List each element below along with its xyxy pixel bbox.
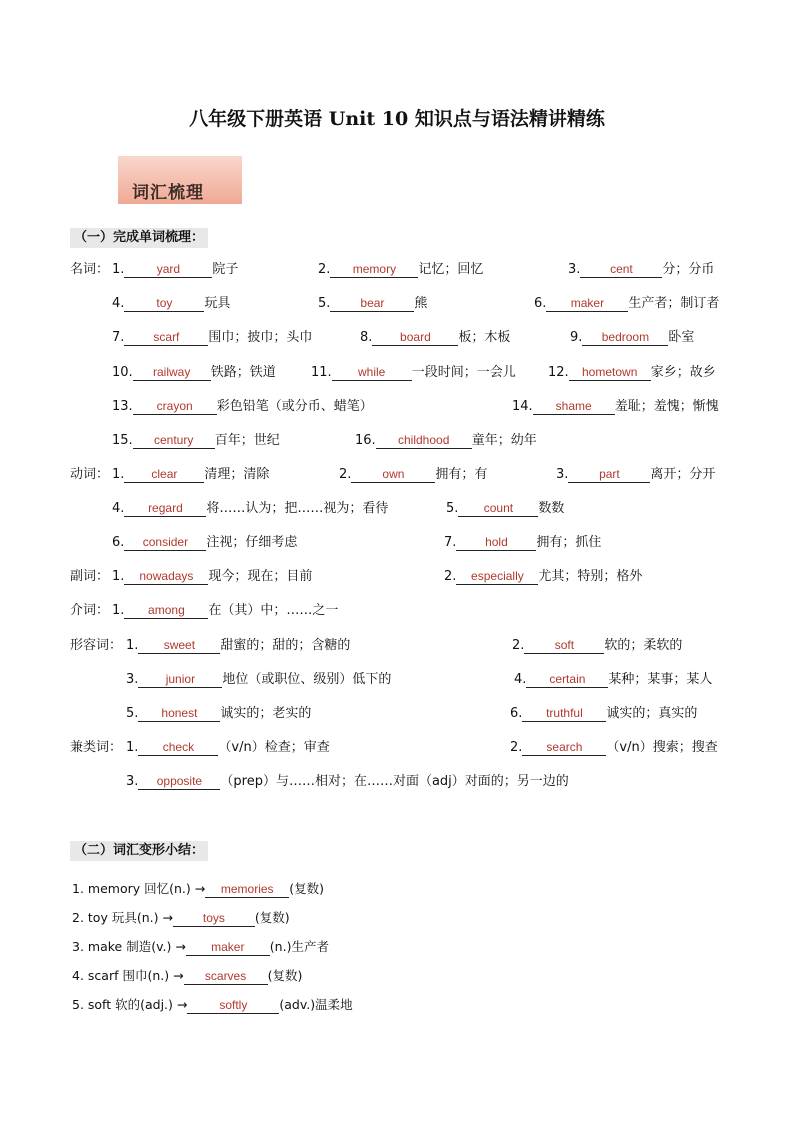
answer-blank[interactable]: truthful [522, 705, 606, 722]
noun-item: 12. hometown 家乡；故乡 [548, 365, 716, 380]
noun-item: 2. memory 记忆；回忆 [318, 262, 484, 277]
adj-item: 6. truthful 诚实的；真实的 [510, 706, 698, 721]
prep-row [0, 601, 794, 621]
answer-blank[interactable]: yard [124, 261, 212, 278]
noun-row-2 [0, 294, 794, 314]
noun-item: 15. century 百年；世纪 [112, 433, 280, 448]
noun-item: 7. scarf 围巾；披巾；头巾 [112, 330, 313, 345]
adj-item: 3. junior 地位（或职位、级别）低下的 [126, 672, 392, 687]
multi-row-2 [0, 772, 794, 792]
answer-blank[interactable]: toys [173, 910, 255, 927]
answer-blank[interactable]: while [332, 364, 412, 381]
variant-row: 1. memory 回忆(n.) → memories (复数) [72, 881, 324, 896]
verb-label: 动词： [70, 467, 110, 482]
answer-blank[interactable]: crayon [133, 398, 217, 415]
answer-blank[interactable]: certain [526, 671, 608, 688]
answer-blank[interactable]: scarf [124, 329, 208, 346]
answer-blank[interactable]: honest [138, 705, 220, 722]
noun-item: 14. shame 羞耻；羞愧；惭愧 [512, 399, 719, 414]
noun-item: 4. toy 玩具 [112, 296, 231, 311]
verb-row-1 [0, 465, 794, 485]
answer-blank[interactable]: cent [580, 261, 662, 278]
variant-row: 2. toy 玩具(n.) → toys (复数) [72, 910, 290, 925]
section-heading-words: （一）完成单词梳理： [70, 228, 208, 248]
adj-item: 1. sweet 甜蜜的；甜的；含糖的 [126, 638, 351, 653]
noun-item: 11. while 一段时间；一会儿 [311, 365, 516, 380]
multi-item: 3. opposite （prep）与……相对；在……对面（adj）对面的；另一边的 [126, 774, 569, 789]
adj-item: 2. soft 软的；柔软的 [512, 638, 683, 653]
answer-blank[interactable]: junior [138, 671, 222, 688]
answer-blank[interactable]: search [522, 739, 606, 756]
prep-label: 介词： [70, 603, 110, 618]
answer-blank[interactable]: own [351, 466, 435, 483]
noun-item: 13. crayon 彩色铅笔（或分币、蜡笔） [112, 399, 373, 414]
verb-item: 5. count 数数 [446, 501, 565, 516]
answer-blank[interactable]: memories [205, 881, 289, 898]
adverb-item: 1. nowadays 现今；现在；目前 [112, 569, 313, 584]
answer-blank[interactable]: especially [456, 568, 538, 585]
verb-item: 7. hold 拥有；抓住 [444, 535, 602, 550]
adj-item: 4. certain 某种；某事；某人 [514, 672, 713, 687]
variant-row: 4. scarf 围巾(n.) → scarves (复数) [72, 968, 303, 983]
section-heading-variants: （二）词汇变形小结： [70, 841, 208, 861]
variant-row: 3. make 制造(v.) → maker (n.)生产者 [72, 939, 329, 954]
answer-blank[interactable]: memory [330, 261, 418, 278]
noun-row-1 [0, 260, 794, 280]
noun-item: 6. maker 生产者；制订者 [534, 296, 720, 311]
verb-row-3 [0, 533, 794, 553]
noun-row-6 [0, 431, 794, 451]
prep-item: 1. among 在（其）中；……之一 [112, 603, 339, 618]
noun-row-5 [0, 397, 794, 417]
adj-label: 形容词： [70, 638, 123, 653]
adverb-item: 2. especially 尤其；特别；格外 [444, 569, 643, 584]
answer-blank[interactable]: scarves [184, 968, 268, 985]
answer-blank[interactable]: check [138, 739, 218, 756]
adverb-row [0, 567, 794, 587]
noun-item: 3. cent 分；分币 [568, 262, 715, 277]
multi-label: 兼类词： [70, 740, 123, 755]
noun-item: 10. railway 铁路；铁道 [112, 365, 276, 380]
adj-row-3 [0, 704, 794, 724]
answer-blank[interactable]: soft [524, 637, 604, 654]
noun-item: 8. board 板；木板 [360, 330, 511, 345]
answer-blank[interactable]: among [124, 602, 208, 619]
answer-blank[interactable]: board [372, 329, 458, 346]
page-title: 八年级下册英语 Unit 10 知识点与语法精讲精练 [189, 108, 605, 130]
answer-blank[interactable]: maker [186, 939, 270, 956]
noun-row-3 [0, 328, 794, 348]
answer-blank[interactable]: maker [546, 295, 628, 312]
banner-label: 词汇梳理 [132, 183, 204, 203]
noun-item: 1. yard 院子 [112, 262, 239, 277]
answer-blank[interactable]: shame [533, 398, 615, 415]
verb-item: 2. own 拥有；有 [339, 467, 488, 482]
answer-blank[interactable]: opposite [138, 773, 220, 790]
answer-blank[interactable]: childhood [376, 432, 472, 449]
answer-blank[interactable]: hold [456, 534, 536, 551]
answer-blank[interactable]: part [568, 466, 650, 483]
answer-blank[interactable]: bedroom [582, 329, 668, 346]
adverb-label: 副词： [70, 569, 110, 584]
noun-label: 名词： [70, 262, 110, 277]
adj-row-1 [0, 636, 794, 656]
variant-row: 5. soft 软的(adj.) → softly (adv.)温柔地 [72, 997, 353, 1012]
adj-row-2 [0, 670, 794, 690]
verb-item: 4. regard 将……认为；把……视为；看待 [112, 501, 389, 516]
vocab-banner [118, 156, 242, 204]
answer-blank[interactable]: clear [124, 466, 204, 483]
multi-row-1 [0, 738, 794, 758]
answer-blank[interactable]: nowadays [124, 568, 208, 585]
noun-item: 16. childhood 童年；幼年 [355, 433, 537, 448]
answer-blank[interactable]: softly [187, 997, 279, 1014]
answer-blank[interactable]: hometown [569, 364, 651, 381]
answer-blank[interactable]: count [458, 500, 538, 517]
answer-blank[interactable]: regard [124, 500, 206, 517]
verb-row-2 [0, 499, 794, 519]
adj-item: 5. honest 诚实的；老实的 [126, 706, 312, 721]
multi-item: 1. check （v/n）检查；审查 [126, 740, 330, 755]
answer-blank[interactable]: consider [124, 534, 206, 551]
answer-blank[interactable]: bear [330, 295, 414, 312]
multi-item: 2. search （v/n）搜索；搜查 [510, 740, 718, 755]
noun-row-4 [0, 363, 794, 383]
answer-blank[interactable]: railway [133, 364, 211, 381]
verb-item: 6. consider 注视；仔细考虑 [112, 535, 298, 550]
verb-item: 1. clear 清理；清除 [112, 467, 270, 482]
noun-item: 9. bedroom 卧室 [570, 330, 695, 345]
answer-blank[interactable]: sweet [138, 637, 220, 654]
noun-item: 5. bear 熊 [318, 296, 428, 311]
answer-blank[interactable]: century [133, 432, 215, 449]
answer-blank[interactable]: toy [124, 295, 204, 312]
verb-item: 3. part 离开；分开 [556, 467, 716, 482]
